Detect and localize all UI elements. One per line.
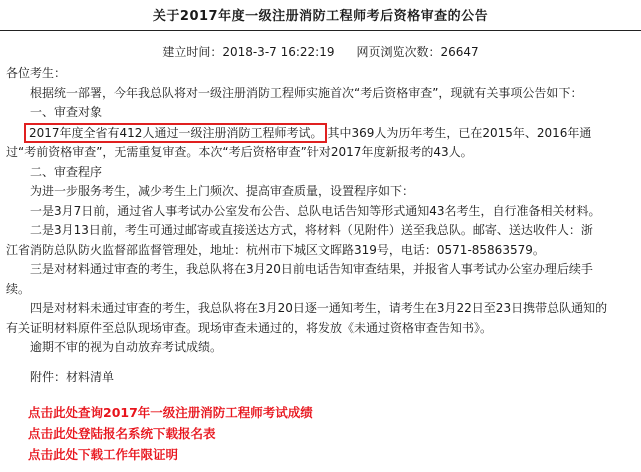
highlight-paragraph: [6, 123, 636, 144]
procedure-intro: 为进一步服务考生，减少考生上门频次、提高审查质量，设置程序如下：: [30, 184, 415, 198]
link-download-proof[interactable]: 点击此处下载工作年限证明: [28, 447, 179, 462]
title-bar: [0, 8, 641, 31]
meta-info: [0, 44, 641, 60]
greeting: 各位考生：: [6, 66, 67, 80]
view-count: 网页浏览次数：26647: [356, 45, 479, 59]
step-three-line2: 续。: [6, 281, 31, 296]
announcement-body: [6, 64, 636, 387]
step-two-line1: 二是3月13日前，考生可通过邮寄或直接送达方式，将材料（见附件）送至我总队。邮寄、送达收件人：浙: [30, 223, 593, 237]
created-time: 建立时间：2018-3-7 16:22:19: [162, 45, 335, 59]
link-query-scores[interactable]: 点击此处查询2017年一级注册消防工程师考试成绩: [28, 405, 313, 420]
intro-paragraph: 根据统一部署，今年我总队将对一级注册消防工程师实施首次“考后资格审查”，现就有关事项公告如下：: [30, 85, 583, 100]
link-download-form[interactable]: 点击此处登陆报名系统下载报名表: [28, 426, 216, 441]
section-heading-2: 二、审查程序: [30, 164, 103, 179]
step-two-line2: 江省消防总队防火监督部监督管理处，地址：杭州市下城区文晖路319号，电话：0571-85863579。: [6, 242, 545, 257]
attachment-label: 附件：材料清单: [30, 369, 115, 384]
step-one: 一是3月7日前，通过省人事考试办公室发布公告、总队电话告知等形式通知43名考生，自行准备相关材料。: [30, 203, 601, 218]
highlighted-text: 2017年度全省有412人通过一级注册消防工程师考试。: [24, 123, 327, 143]
step-four-line1: 四是对材料未通过审查的考生，我总队将在3月20日逐一通知考生，请考生在3月22日至23日携带总队通知的: [30, 301, 608, 315]
section-heading-1: 一、审查对象: [30, 105, 103, 119]
step-three-line1: 三是对材料通过审查的考生，我总队将在3月20日前电话告知审查结果，并报省人事考试办公室办理后续手: [30, 262, 593, 276]
highlight-continuation: 其中369人为历年考生，已在2015年、2016年通: [327, 125, 592, 140]
overdue-notice: 逾期不审的视为自动放弃考试成绩。: [30, 340, 223, 354]
paragraph-line: 过“考前资格审查”，无需重复审查。本次“考后资格审查”针对2017年度新报考的43人。: [6, 145, 473, 159]
step-four-line2: 有关证明材料原件至总队现场审查。现场审查未通过的，将发放《未通过资格审查告知书》。: [6, 320, 493, 335]
spacer: [6, 358, 636, 368]
link-list: [28, 402, 313, 465]
page-title: 关于2017年度一级注册消防工程师考后资格审查的公告: [152, 9, 489, 24]
